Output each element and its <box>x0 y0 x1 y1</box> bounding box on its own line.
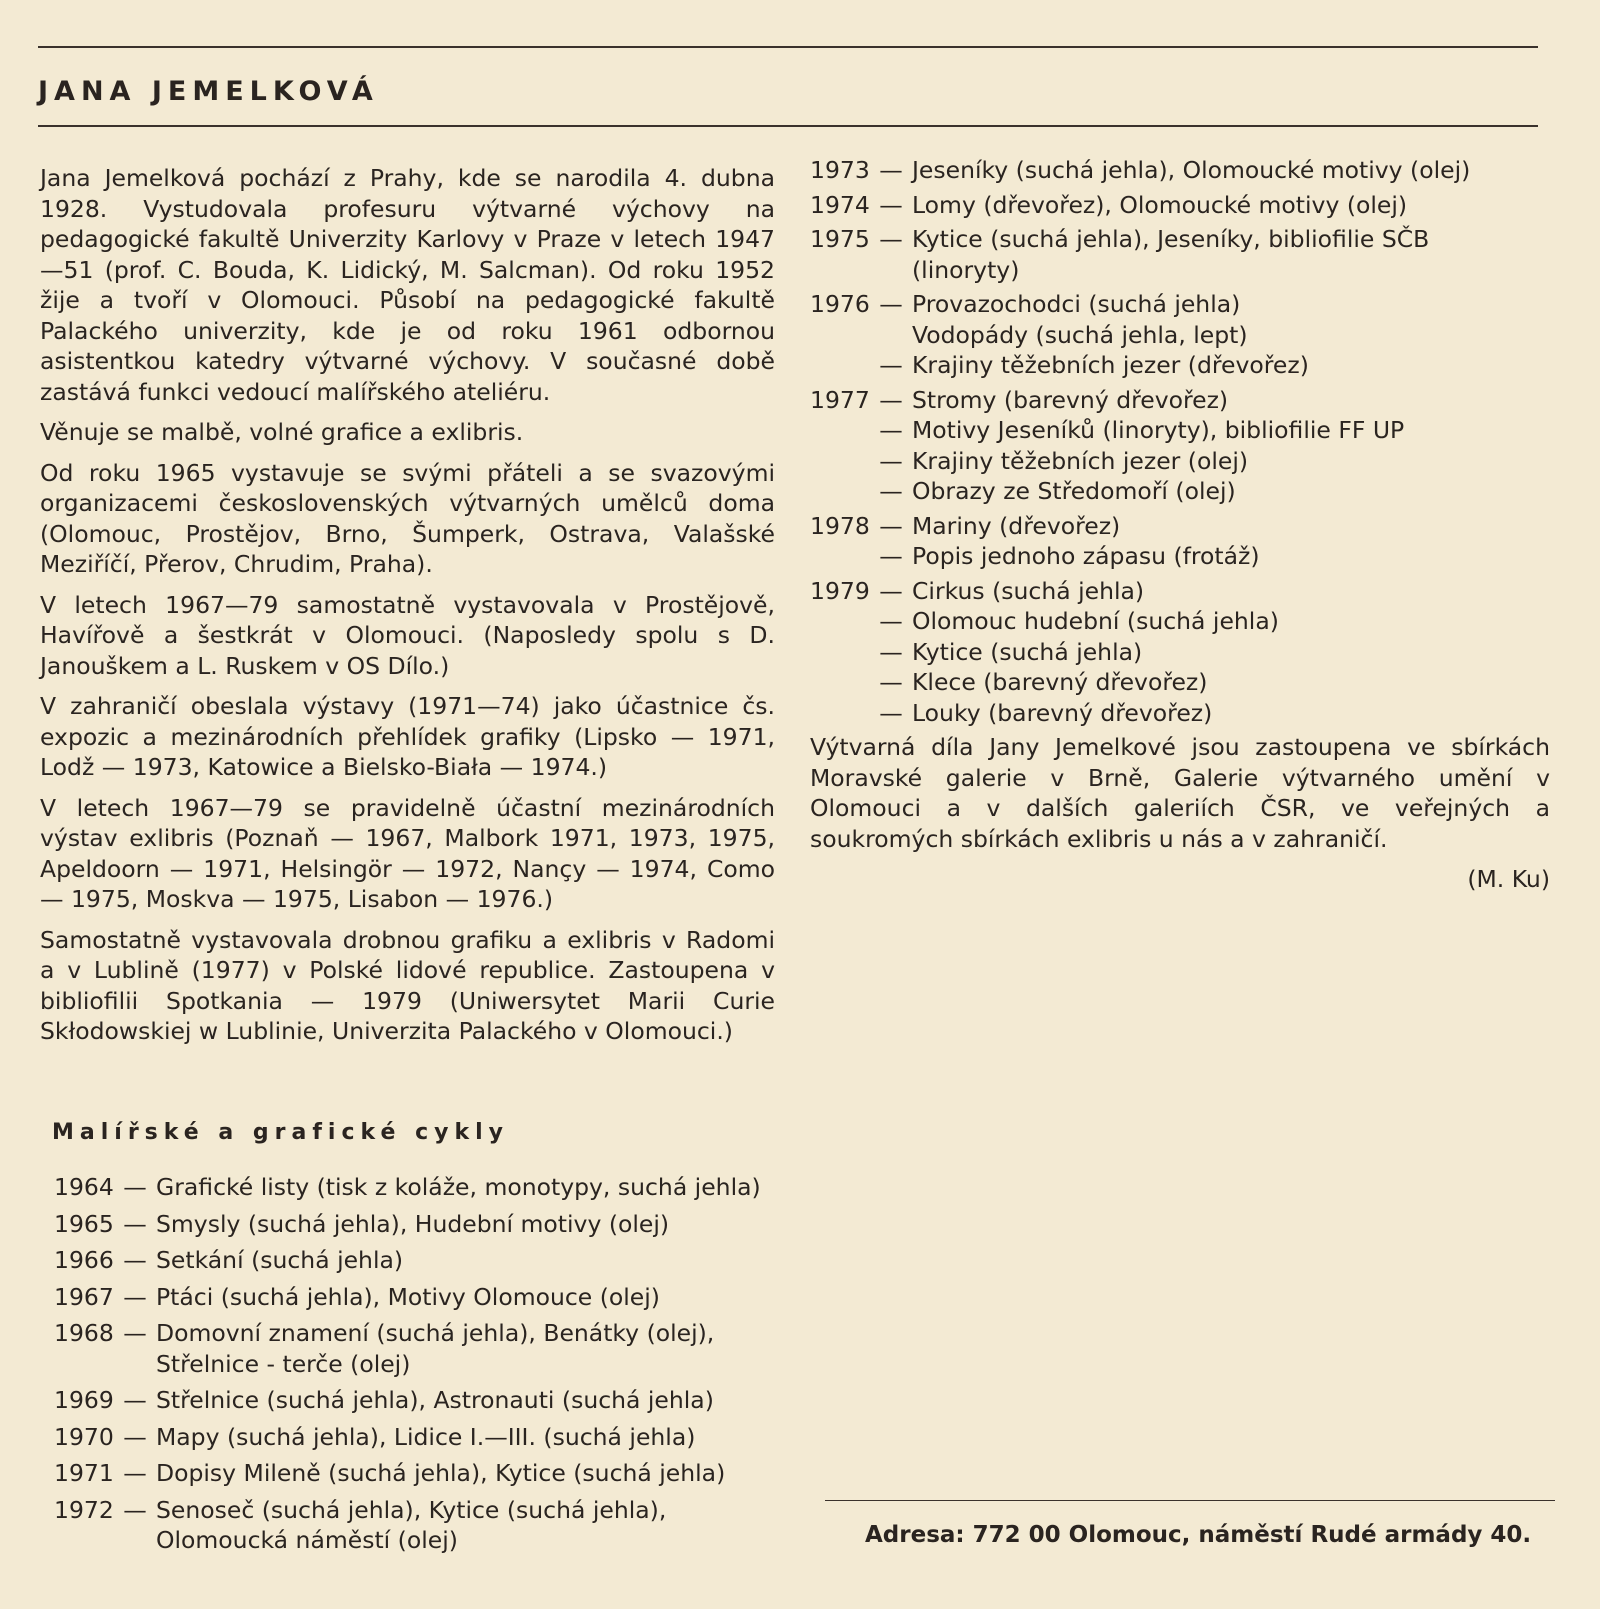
cycle-entry: 1972 — Senoseč (suchá jehla), Kytice (suchá jehla), Olomoucká náměstí (olej) <box>54 1495 667 1554</box>
cycle-entry: 1979 — Cirkus (suchá jehla) <box>810 576 1145 605</box>
cycle-entry: 1966 — Setkání (suchá jehla) <box>54 1246 404 1274</box>
cycle-entry: 1971 — Dopisy Mileně (suchá jehla), Kytice (suchá jehla) <box>54 1459 726 1487</box>
top-rule <box>38 46 1538 48</box>
cycles-list-right <box>810 155 1550 895</box>
cycle-entry: 1973 — Jeseníky (suchá jehla), Olomoucké motivy (olej) <box>810 156 1471 184</box>
author-signature: (M. Ku) <box>1467 865 1550 893</box>
bio-paragraph: Samostatně vystavovala drobnou grafiku a exlibris v Radomi a v Lublině (1977) v Polské lidové republice. Zastoupena v bibliofilii Spotkania — 1979 (Uniwersytet Marii Curie Skłodowskiej w Lublinie, Univerzita Palackého v Olomouci.) <box>40 925 775 1045</box>
cycle-entry: — Krajiny těžebních jezer (olej) <box>879 446 1249 475</box>
cycle-entry: 1967 — Ptáci (suchá jehla), Motivy Olomouce (olej) <box>54 1282 660 1311</box>
address-rule <box>825 1500 1555 1501</box>
cycle-entry: — Klece (barevný dřevořez) <box>879 668 1208 696</box>
cycle-entry: 1976 — Provazochodci (suchá jehla) Vodopády (suchá jehla, lept) <box>810 290 1248 349</box>
cycle-entry: 1977 — Stromy (barevný dřevořez) <box>810 385 1229 414</box>
cycle-entry: — Olomouc hudební (suchá jehla) <box>879 607 1279 635</box>
bio-paragraph: Věnuje se malbě, volné grafice a exlibris. <box>40 418 524 446</box>
cycles-heading: Malířské a grafické cykly <box>52 1120 510 1145</box>
cycle-entry: 1968 — Domovní znamení (suchá jehla), Benátky (olej), Střelnice - terče (olej) <box>54 1319 715 1378</box>
address: Adresa: 772 00 Olomouc, náměstí Rudé armády 40. <box>865 1522 1532 1548</box>
bio-paragraph: Jana Jemelková pochází z Prahy, kde se narodila 4. dubna 1928. Vystudovala profesuru výtvarné výchovy na pedagogické fakultě Univerzity Karlovy v Praze v letech 1947—51 (prof. C. Bouda, K. Lidický, M. Salcman). Od roku 1952 žije a tvoří v Olomouci. Působí na pedagogické fakultě Palackého univerzity, kde je od roku 1961 odbornou asistentkou katedry výtvarné výchovy. V současné době zastává funkci vedoucí malířského ateliéru. <box>40 164 775 406</box>
cycle-entry: 1978 — Mariny (dřevořez) <box>810 511 1121 540</box>
cycle-entry: — Obrazy ze Středomoří (olej) <box>879 477 1236 505</box>
cycle-entry: — Motivy Jeseníků (linoryty), bibliofilie FF UP <box>879 416 1405 444</box>
cycle-entry: 1975 — Kytice (suchá jehla), Jeseníky, bibliofilie SČB (linoryty) <box>810 225 1430 284</box>
cycle-entry: — Popis jednoho zápasu (frotáž) <box>879 542 1260 570</box>
bio-paragraph: Od roku 1965 vystavuje se svými přáteli a se svazovými organizacemi československých výtvarných umělců doma (Olomouc, Prostějov, Brno, Šumperk, Ostrava, Valašské Meziříčí, Přerov, Chrudim, Praha). <box>40 458 775 578</box>
collections-paragraph: Výtvarná díla Jany Jemelkové jsou zastoupena ve sbírkách Moravské galerie v Brně, Galerie výtvarného umění v Olomouci a v dalších galeriích ČSR, ve veřejných a soukromých sbírkách exlibris u nás a v zahraničí. <box>810 733 1550 853</box>
cycle-entry: — Louky (barevný dřevořez) <box>879 698 1213 727</box>
cycle-entry: 1969 — Střelnice (suchá jehla), Astronauti (suchá jehla) <box>54 1386 714 1414</box>
bio-paragraph: V letech 1967—79 se pravidelně účastní mezinárodních výstav exlibris (Poznaň — 1967, Malbork 1971, 1973, 1975, Apeldoorn — 1971, Helsingör — 1972, Nançy — 1974, Como — 1975, Moskva — 1975, Lisabon — 1976.) <box>40 793 775 913</box>
cycle-entry: 1970 — Mapy (suchá jehla), Lidice I.—III. (suchá jehla) <box>54 1422 696 1451</box>
cycle-entry: 1965 — Smysly (suchá jehla), Hudební motivy (olej) <box>54 1209 670 1238</box>
cycle-entry: — Krajiny těžebních jezer (dřevořez) <box>879 351 1309 379</box>
cycles-list-left <box>54 1172 794 1562</box>
cycle-entry: — Kytice (suchá jehla) <box>879 637 1143 666</box>
title-rule <box>38 125 1538 127</box>
page-title: JANA JEMELKOVÁ <box>38 76 379 107</box>
bio-paragraph: V zahraničí obeslala výstavy (1971—74) jako účastnice čs. expozic a mezinárodních přehlídek grafiky (Lipsko — 1971, Lodž — 1973, Katowice a Bielsko-Biała — 1974.) <box>40 692 775 781</box>
biography <box>40 163 775 1057</box>
bio-paragraph: V letech 1967—79 samostatně vystavovala v Prostějově, Havířově a šestkrát v Olomouci. (Naposledy spolu s D. Janouškem a L. Ruskem v OS Dílo.) <box>40 590 775 680</box>
cycle-entry: 1974 — Lomy (dřevořez), Olomoucké motivy (olej) <box>810 190 1408 219</box>
cycle-entry: 1964 — Grafické listy (tisk z koláže, monotypy, suchá jehla) <box>54 1173 761 1201</box>
